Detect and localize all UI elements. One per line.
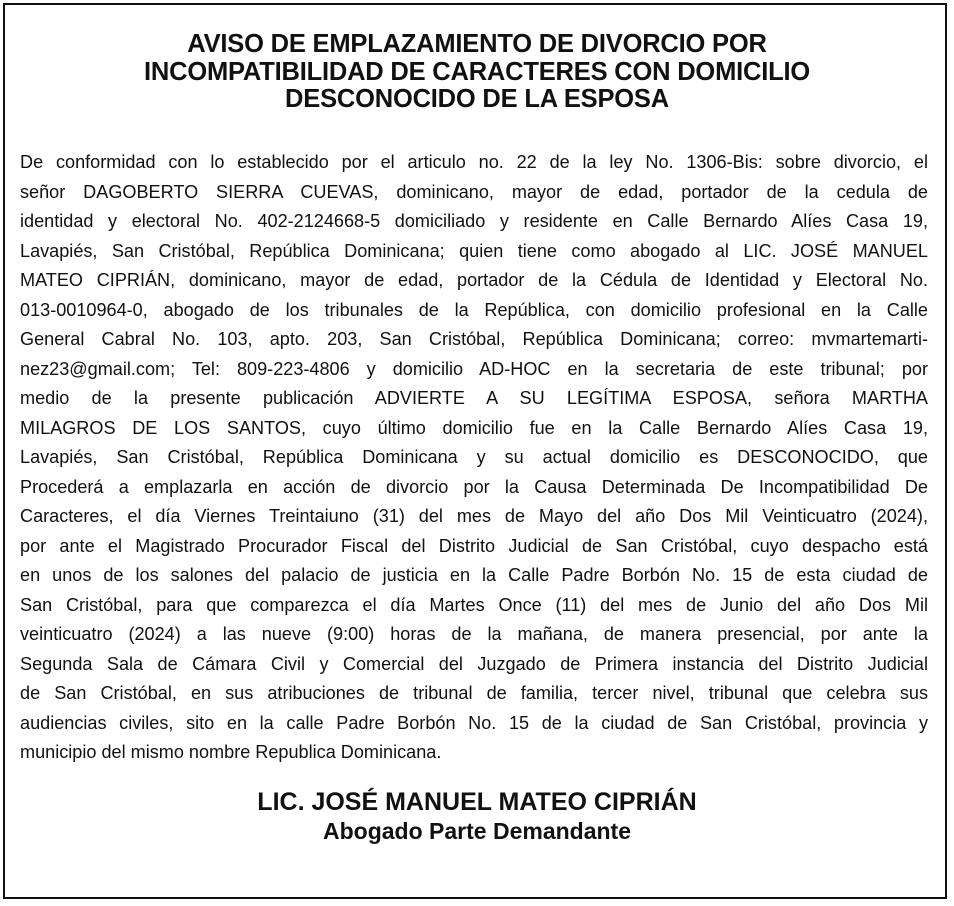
body-line: General Cabral No. 103, apto. 203, San Cristóbal, República Dominicana; correo: mvmartemarti-: [20, 329, 928, 349]
body-line: Lavapiés, San Cristóbal, República Dominicana y su actual domicilio es DESCONOCIDO, que: [20, 447, 928, 467]
signature-role: Abogado Parte Demandante: [323, 818, 631, 844]
body-line: Procederá a emplazarla en acción de divorcio por la Causa Determinada De Incompatibilidad De: [20, 476, 928, 497]
body-line: MILAGROS DE LOS SANTOS, cuyo último domicilio fue en la Calle Bernardo Alíes Casa 19,: [20, 417, 928, 438]
body-line: medio de la presente publicación ADVIERTE A SU LEGÍTIMA ESPOSA, señora MARTHA: [20, 388, 928, 408]
body-line: identidad y electoral No. 402-2124668-5 domiciliado y residente en Calle Bernardo Alíes Casa 19,: [20, 211, 928, 231]
body-line: MATEO CIPRIÁN, dominicano, mayor de edad, portador de la Cédula de Identidad y Electoral No.: [20, 270, 928, 290]
body-line: Caracteres, el día Viernes Treintaiuno (31) del mes de Mayo del año Dos Mil Veinticuatro (2024),: [20, 506, 928, 526]
body-line: señor DAGOBERTO SIERRA CUEVAS, dominicano, mayor de edad, portador de la cedula de: [20, 181, 928, 202]
body-line: San Cristóbal, para que comparezca el día Martes Once (11) del mes de Junio del año Dos Mil: [20, 594, 928, 615]
body-line: Segunda Sala de Cámara Civil y Comercial del Juzgado de Primera instancia del Distrito Judicial: [20, 653, 928, 674]
title-line: AVISO DE EMPLAZAMIENTO DE DIVORCIO POR: [187, 30, 767, 58]
signature-block: [40, 787, 914, 845]
body-line: veinticuatro (2024) a las nueve (9:00) horas de la mañana, de manera presencial, por ante la: [20, 624, 928, 644]
body-line: de San Cristóbal, en sus atribuciones de tribunal de familia, tercer nivel, tribunal que celebra sus: [20, 683, 928, 703]
signature-name: LIC. JOSÉ MANUEL MATEO CIPRIÁN: [257, 788, 697, 816]
title-line: DESCONOCIDO DE LA ESPOSA: [285, 85, 669, 113]
body-line: De conformidad con lo establecido por el articulo no. 22 de la ley No. 1306-Bis: sobre divorcio, el: [20, 152, 928, 172]
body-line: Lavapiés, San Cristóbal, República Dominicana; quien tiene como abogado al LIC. JOSÉ MANUEL: [20, 240, 928, 261]
notice-body: [20, 148, 928, 768]
body-line: municipio del mismo nombre Republica Dominicana.: [20, 742, 442, 762]
title-line: INCOMPATIBILIDAD DE CARACTERES CON DOMICILIO: [144, 57, 810, 86]
notice-title: [40, 31, 914, 114]
body-line: en unos de los salones del palacio de justicia en la Calle Padre Borbón No. 15 de esta ciudad de: [20, 565, 928, 585]
body-line: por ante el Magistrado Procurador Fiscal del Distrito Judicial de San Cristóbal, cuyo despacho está: [20, 535, 928, 556]
body-line: nez23@gmail.com; Tel: 809-223-4806 y domicilio AD-HOC en la secretaria de este tribunal; por: [20, 358, 928, 379]
body-line: audiencias civiles, sito en la calle Padre Borbón No. 15 de la ciudad de San Cristóbal, provincia y: [20, 712, 928, 733]
body-line: 013-0010964-0, abogado de los tribunales de la República, con domicilio profesional en la Calle: [20, 299, 928, 320]
